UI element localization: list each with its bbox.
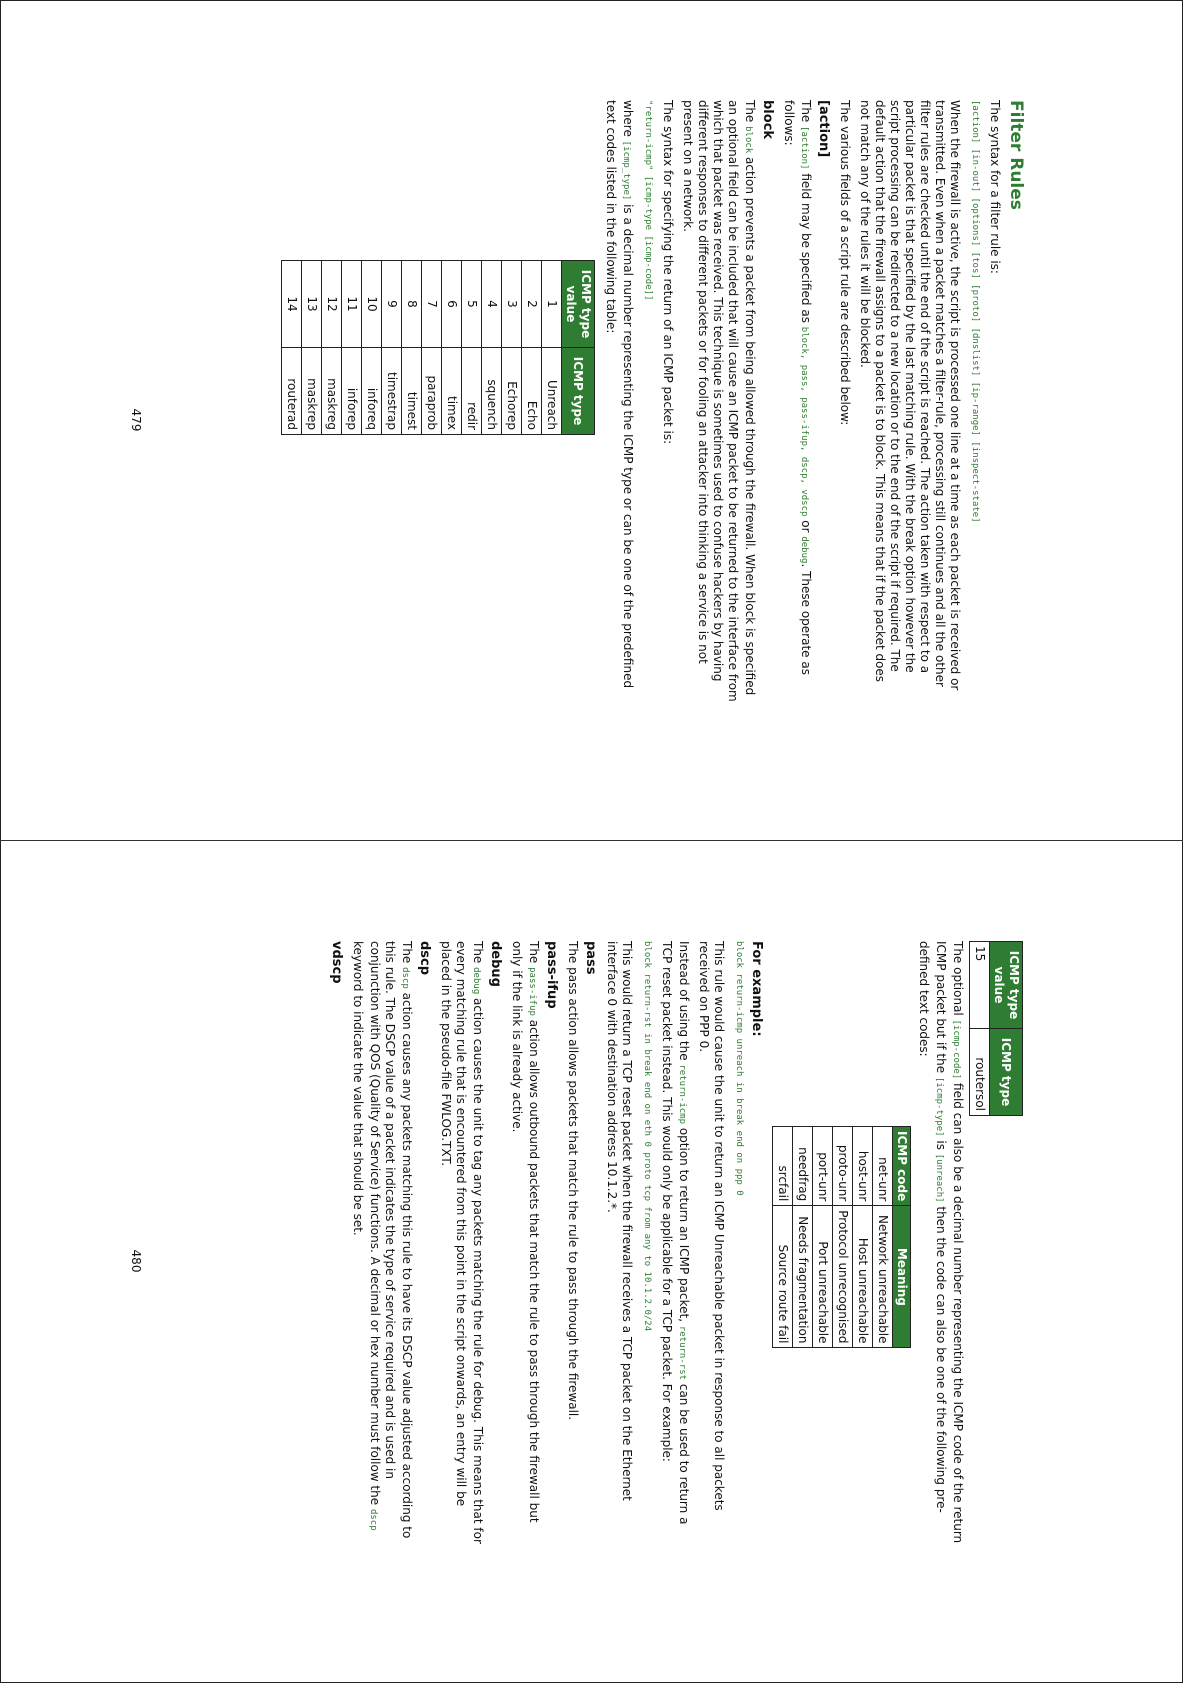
table-row (873, 1127, 893, 1348)
page-480-content (326, 941, 1023, 1546)
table-cell: Echorep (502, 348, 522, 435)
example-paragraph-2: This would return a TCP reset packet when the firewall receives a TCP packet on the Ethernet interface 0 with destination address 10.1.2.*. (605, 941, 634, 1501)
table-cell: 8 (402, 261, 422, 348)
table-cell: Network unreachable (873, 1206, 893, 1348)
page-479 (0, 0, 1183, 840)
table-row (402, 261, 422, 435)
vdscp-heading: vdscp (329, 941, 344, 984)
table-header: ICMP type value (562, 261, 595, 348)
action-paragraph: The [action] field may be specified as block, pass, pass-ifup, dscp, vdscp or debug. These operate as follows: (782, 100, 813, 675)
table-cell: redir (462, 348, 482, 435)
table-cell: 13 (302, 261, 322, 348)
table-row (970, 942, 990, 1116)
table-cell: net-unr (873, 1127, 893, 1206)
table-row (322, 261, 342, 435)
block-paragraph: The block action prevents a packet from being allowed through the firewall. When block is specified an optional field can be included that will cause an ICMP packet to be returned to the interface from which that packet was received. This technique is sometimes used to confuse hackers by having different responses to different packets or for fooling an attacker into thinking a service is not present on a network. (681, 100, 757, 702)
pass-paragraph: The pass action allows packets that match the rule to pass through the firewall. (566, 941, 580, 1421)
action-heading: [action] (816, 100, 831, 158)
table-cell: 7 (422, 261, 442, 348)
table-cell: proto-unr (833, 1127, 853, 1206)
table-cell: inforep (342, 348, 362, 435)
table-row (482, 261, 502, 435)
table-cell: needfrag (793, 1127, 813, 1206)
table-row (793, 1127, 813, 1348)
table-cell: squench (482, 348, 502, 435)
table-cell: 11 (342, 261, 362, 348)
firewall-paragraph: When the firewall is active, the script is processed one line at a time as each packet is received or transmitted. Even when a packet matches a filter-rule, processing still continues and all the other filter rules are checked until the end of the script is reached. The action taken with respect to a particular packet is that specified by the last matching rule. With the break option however the script processing can be redirected to a new location or to the end of the script if required. The default action that the firewall assigns to a packet is to block. This means that if the packet does not match any of the rules it will be blocked. (858, 100, 962, 691)
table-cell: 5 (462, 261, 482, 348)
table-row (833, 1127, 853, 1348)
table-cell: routersol (970, 1029, 990, 1116)
section-title: Filter Rules (1006, 100, 1026, 210)
table-row (813, 1127, 833, 1348)
table-cell: port-unr (813, 1127, 833, 1206)
table-cell: maskrep (302, 348, 322, 435)
table-cell: 12 (322, 261, 342, 348)
table-cell: Source route fail (773, 1206, 793, 1348)
table-row (362, 261, 382, 435)
pass-ifup-heading: pass-ifup (544, 941, 559, 1009)
block-heading: block (760, 100, 775, 140)
table-cell: 14 (282, 261, 302, 348)
table-cell: timest (402, 348, 422, 435)
table-header: Meaning (893, 1206, 911, 1348)
icmp-syntax-paragraph: The syntax for specifying the return of an ICMP packet is: (661, 100, 675, 445)
table-cell: 6 (442, 261, 462, 348)
table-cell: inforeq (362, 348, 382, 435)
page-number: 480 (129, 1249, 143, 1273)
table-cell: host-unr (853, 1127, 873, 1206)
table-cell: 2 (522, 261, 542, 348)
page-479-container (0, 0, 1183, 840)
table-row (853, 1127, 873, 1348)
instead-paragraph: Instead of using the return-icmp option to return an ICMP packet, return-rst can be used to return a TCP reset packet instead. This would only be applicable for a TCP packet. For example: (660, 941, 691, 1525)
table-row (522, 261, 542, 435)
table-header: ICMP type (562, 348, 595, 435)
optional-code-paragraph: The optional [icmp-code] field can also be a decimal number representing the ICMP code of the return ICMP packet but if the [icmp-type] is [unreach] then the code can also be one of the following pre-defined text codes: (917, 941, 965, 1544)
example-paragraph-1: This rule would cause the unit to return an ICMP Unreachable packet in response to all packets received on PPP 0. (697, 941, 726, 1511)
pass-heading: pass (583, 941, 598, 975)
where-paragraph: where [icmp_type] is a decimal number representing the ICMP type or can be one of the predefined text codes listed in the following table: (604, 100, 635, 689)
icmp-code-table (772, 1126, 911, 1348)
table-cell: Needs fragmentation (793, 1206, 813, 1348)
table-cell: 3 (502, 261, 522, 348)
table-row (422, 261, 442, 435)
table-row (282, 261, 302, 435)
table-row (542, 261, 562, 435)
table-header: ICMP code (893, 1127, 911, 1206)
table-cell: 4 (482, 261, 502, 348)
table-cell: paraprob (422, 348, 442, 435)
table-cell: timestrap (382, 348, 402, 435)
page-number: 479 (129, 408, 143, 432)
table-cell: Protocol unrecognised (833, 1206, 853, 1348)
table-cell: Unreach (542, 348, 562, 435)
debug-heading: debug (488, 941, 503, 987)
example-heading: For example: (749, 941, 764, 1037)
table-cell: 10 (362, 261, 382, 348)
icmp-type-table (281, 260, 595, 435)
page-480 (0, 841, 1183, 1681)
table-row (382, 261, 402, 435)
table-row (502, 261, 522, 435)
table-row (342, 261, 362, 435)
table-header: ICMP type (990, 1029, 1023, 1116)
table-cell: Host unreachable (853, 1206, 873, 1348)
example-code-1: block return-icmp unreach in break end on ppp 0 (734, 941, 744, 1196)
debug-paragraph: The debug action causes the unit to tag any packets matching the rule for debug. This means that for every matching rule that is encountered from this point in the script onwards, an entry will be placed in the pseudo-file FWLOG.TXT. (439, 941, 485, 1544)
table-cell: 15 (970, 942, 990, 1029)
table-cell: srcfail (773, 1127, 793, 1206)
page-480-container (0, 841, 1183, 1681)
table-cell: 9 (382, 261, 402, 348)
icmp-type-table-continued (969, 941, 1023, 1116)
table-row (462, 261, 482, 435)
icmp-syntax-code: "return-icmp" [icmp-type [icmp-code]] (643, 100, 653, 301)
table-cell: 1 (542, 261, 562, 348)
fields-paragraph: The various fields of a script rule are described below: (838, 100, 852, 426)
syntax-intro: The syntax for a filter rule is: (988, 100, 1002, 274)
table-row (302, 261, 322, 435)
pass-ifup-paragraph: The pass-ifup action allows outbound packets that match the rule to pass through the firewall but only if the link is already active. (510, 941, 541, 1523)
dscp-heading: dscp (417, 941, 432, 976)
example-code-2: block return-rst in break end on eth 0 proto tcp from any to 10.1.2.0/24 (642, 941, 652, 1332)
table-cell: Echo (522, 348, 542, 435)
table-cell: maskreg (322, 348, 342, 435)
table-header: ICMP type value (990, 942, 1023, 1029)
table-cell: timex (442, 348, 462, 435)
table-row (442, 261, 462, 435)
table-cell: routerad (282, 348, 302, 435)
table-row (773, 1127, 793, 1348)
filter-syntax-code: [action] [in-out] [options] [tos] [proto] [dnslist] [ip-range] [inspect-state] (970, 100, 980, 523)
dscp-paragraph: The dscp action causes any packets matching this rule to have its DSCP value adjusted according to this rule. The DSCP value of a packet indicates the type of service required and is used in conjunction with QOS (Quality of Service) functions. A decimal or hex number must follow the dscp keyword to indicate the value that should be set. (351, 941, 414, 1539)
table-cell: Port unreachable (813, 1206, 833, 1348)
page-479-content (281, 100, 1026, 705)
